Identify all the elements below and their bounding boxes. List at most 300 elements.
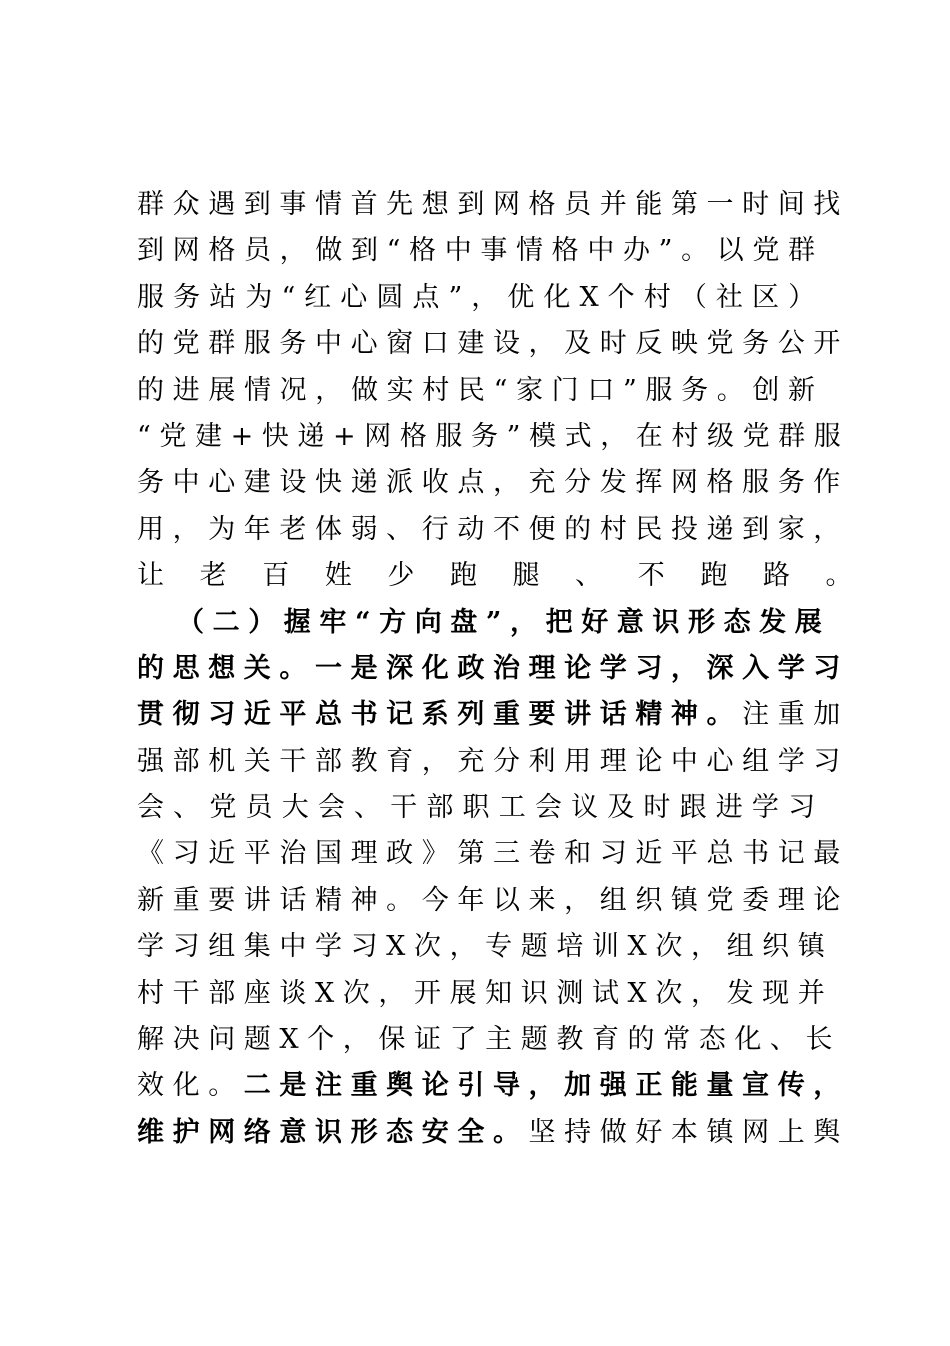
body-text-char: ， bbox=[315, 374, 343, 406]
body-text-char: 好 bbox=[635, 1116, 663, 1148]
body-text-char: 及 bbox=[564, 328, 592, 360]
body-text-char: 点 bbox=[457, 467, 485, 499]
bold-text: “ bbox=[354, 606, 371, 638]
body-text-char: 时 bbox=[643, 792, 671, 824]
body-text-char: 服 bbox=[137, 281, 165, 313]
body-text-char: 群 bbox=[778, 420, 806, 452]
body-text-char: （ bbox=[679, 281, 708, 313]
body-text-char: 部 bbox=[172, 745, 200, 777]
body-text-char: 的 bbox=[627, 1024, 655, 1056]
bold-text: 护 bbox=[172, 1116, 200, 1148]
body-text-char: 设 bbox=[279, 467, 307, 499]
body-text-char: 并 bbox=[797, 977, 825, 1009]
bold-text: 要 bbox=[528, 699, 556, 731]
bold-text: 贯 bbox=[137, 699, 164, 731]
body-text-char: 上 bbox=[777, 1116, 805, 1148]
body-text-char: 服 bbox=[645, 374, 673, 406]
text-line bbox=[137, 692, 841, 738]
body-text-char: 务 bbox=[742, 328, 770, 360]
body-text-char: 测 bbox=[556, 977, 584, 1009]
body-text-char: 间 bbox=[777, 189, 805, 220]
body-text-char: 村 bbox=[643, 281, 671, 313]
body-text-char: 培 bbox=[556, 931, 584, 963]
body-text-char: 习 bbox=[813, 745, 841, 777]
body-text-char: 主 bbox=[485, 1024, 513, 1056]
body-text-char: 会 bbox=[534, 792, 563, 824]
body-text-char: 学 bbox=[777, 745, 805, 777]
body-text-char: 工 bbox=[498, 792, 527, 824]
bold-text: ” bbox=[485, 606, 502, 638]
body-text-char: ” bbox=[622, 374, 637, 406]
body-text-char: 组 bbox=[726, 931, 754, 963]
body-text-char: ， bbox=[342, 1024, 370, 1056]
body-text-char: 格 bbox=[551, 235, 579, 267]
body-text-char: 快 bbox=[261, 420, 289, 452]
body-text-char: 训 bbox=[591, 931, 619, 963]
body-text-char: 新 bbox=[788, 374, 816, 406]
body-text-char: 中 bbox=[279, 931, 307, 963]
body-text-char: 。 bbox=[716, 374, 744, 406]
body-text-char: 少 bbox=[387, 560, 428, 592]
bold-text: 近 bbox=[243, 699, 271, 731]
body-text-char: 了 bbox=[449, 1024, 477, 1056]
body-text-char: 理 bbox=[777, 884, 805, 916]
text-line bbox=[137, 924, 825, 970]
body-text-char: 精 bbox=[314, 884, 342, 916]
body-text-char: 建 bbox=[195, 420, 222, 452]
body-text-char: 员 bbox=[245, 792, 273, 824]
body-text-char: 老 bbox=[199, 560, 241, 592]
body-text-char: 论 bbox=[635, 745, 663, 777]
body-text-char: 想 bbox=[421, 189, 449, 220]
body-text-char: 织 bbox=[762, 931, 790, 963]
bold-text: 网 bbox=[208, 1116, 236, 1148]
body-text-char: 习 bbox=[350, 931, 378, 963]
body-text-char: 、 bbox=[173, 792, 201, 824]
body-text-char: 为 bbox=[208, 513, 236, 545]
bold-text: 强 bbox=[599, 1070, 627, 1102]
body-text-char: 理 bbox=[350, 838, 378, 870]
bold-text: 维 bbox=[137, 1116, 164, 1148]
body-text-char: 习 bbox=[172, 838, 200, 870]
body-text-char: 的 bbox=[137, 374, 165, 406]
bold-text: ） bbox=[248, 606, 276, 638]
body-text-char: 效 bbox=[137, 1070, 164, 1102]
body-text-char: 并 bbox=[599, 189, 627, 220]
body-text-char: 习 bbox=[172, 931, 200, 963]
bold-text: 论 bbox=[564, 652, 592, 684]
body-text-char: ， bbox=[471, 281, 499, 313]
body-text-char: 展 bbox=[208, 374, 236, 406]
bold-text: 方 bbox=[379, 606, 407, 638]
body-text-char: 治 bbox=[279, 838, 307, 870]
body-text-char: 学 bbox=[314, 931, 342, 963]
body-text-char: 干 bbox=[390, 792, 418, 824]
body-text-char: ” bbox=[658, 235, 673, 267]
text-line bbox=[137, 460, 841, 506]
bold-text: 习 bbox=[208, 699, 236, 731]
body-text-char: 。 bbox=[208, 1070, 236, 1102]
body-text-char: ， bbox=[449, 931, 477, 963]
body-text-char: 座 bbox=[243, 977, 271, 1009]
body-text-char: 谈 bbox=[279, 977, 307, 1009]
bold-text: 总 bbox=[314, 699, 342, 731]
body-text-char: + bbox=[333, 420, 356, 452]
body-text-char: 便 bbox=[528, 513, 556, 545]
body-text-char: 。 bbox=[825, 560, 867, 592]
body-text-char: 习 bbox=[599, 838, 627, 870]
body-text-char: 保 bbox=[378, 1024, 406, 1056]
body-text-char: 党 bbox=[742, 420, 770, 452]
body-text-char: 委 bbox=[742, 884, 770, 916]
bold-text: 关 bbox=[243, 652, 271, 684]
body-text-char: 新 bbox=[137, 884, 164, 916]
body-text-char: 发 bbox=[599, 467, 627, 499]
body-text-char: ” bbox=[506, 420, 521, 452]
body-text-char: 跟 bbox=[679, 792, 707, 824]
body-text-char: 学 bbox=[751, 792, 780, 824]
body-text-char: 部 bbox=[314, 745, 342, 777]
body-text-char: 站 bbox=[209, 281, 237, 313]
body-text-char: 议 bbox=[571, 792, 599, 824]
body-text-char: 关 bbox=[243, 745, 271, 777]
body-text-char: 学 bbox=[137, 931, 164, 963]
text-line bbox=[137, 785, 815, 831]
bold-text: 讲 bbox=[564, 699, 592, 731]
bold-text: 态 bbox=[386, 1116, 414, 1148]
body-text-char: 服 bbox=[243, 328, 271, 360]
body-text-char: 部 bbox=[208, 977, 236, 1009]
body-text-char: 点 bbox=[412, 281, 440, 313]
text-line bbox=[137, 182, 841, 228]
body-text-char: 次 bbox=[655, 931, 683, 963]
body-text-char: 专 bbox=[485, 931, 513, 963]
body-text-char: 不 bbox=[637, 560, 679, 592]
bold-text: 舆 bbox=[386, 1070, 414, 1102]
body-text-char: 优 bbox=[507, 281, 535, 313]
body-text-char: 情 bbox=[314, 189, 342, 220]
body-text-char: 快 bbox=[314, 467, 342, 499]
body-text-char: 开 bbox=[413, 977, 441, 1009]
bold-text: 化 bbox=[421, 652, 449, 684]
bold-text: 展 bbox=[794, 606, 822, 638]
bold-text: 政 bbox=[457, 652, 485, 684]
body-text-char: 在 bbox=[635, 420, 663, 452]
body-text-char: 重 bbox=[172, 884, 200, 916]
body-text-char: 村 bbox=[671, 420, 699, 452]
bold-text: 全 bbox=[457, 1116, 485, 1148]
bold-text: 神 bbox=[670, 699, 698, 731]
body-text-char: 不 bbox=[492, 513, 520, 545]
body-text-char: 家 bbox=[777, 513, 805, 545]
body-text-char: ” bbox=[448, 281, 463, 313]
body-text-char: 分 bbox=[564, 467, 592, 499]
body-text-char: 跑 bbox=[449, 560, 491, 592]
body-text-char: 心 bbox=[208, 467, 236, 499]
body-text-char: 政 bbox=[386, 838, 414, 870]
body-text-char: 姓 bbox=[324, 560, 366, 592]
body-text-char: 区 bbox=[752, 281, 780, 313]
bold-text: ， bbox=[528, 1070, 556, 1102]
bold-text: 意 bbox=[279, 1116, 307, 1148]
text-line bbox=[137, 600, 822, 646]
body-text-char: 育 bbox=[386, 745, 414, 777]
body-text-char: 题 bbox=[243, 1024, 271, 1056]
body-text-char: 公 bbox=[777, 328, 805, 360]
body-text-char: 。 bbox=[681, 235, 709, 267]
body-text-char: 网 bbox=[172, 235, 200, 267]
body-text-char: 情 bbox=[516, 235, 544, 267]
bold-text: 是 bbox=[350, 652, 378, 684]
body-text-char: 试 bbox=[591, 977, 619, 1009]
body-text-char: 充 bbox=[528, 467, 556, 499]
body-text-char: 社 bbox=[715, 281, 744, 313]
body-text-char: 弱 bbox=[350, 513, 378, 545]
text-line bbox=[137, 831, 841, 877]
body-text-char: 格 bbox=[399, 420, 427, 452]
body-text-char: X bbox=[579, 281, 599, 313]
body-text-char: 题 bbox=[520, 931, 548, 963]
body-text-char: 到 bbox=[742, 513, 770, 545]
body-text-char: 部 bbox=[426, 792, 454, 824]
bold-text: 重 bbox=[492, 699, 520, 731]
text-line bbox=[137, 275, 815, 321]
body-text-char: 机 bbox=[208, 745, 236, 777]
body-text-char: 注 bbox=[742, 699, 770, 731]
body-text-char: 平 bbox=[670, 838, 698, 870]
body-text-char: 作 bbox=[813, 467, 841, 499]
body-text-char: 会 bbox=[137, 792, 165, 824]
body-text-char: 话 bbox=[279, 884, 307, 916]
text-line bbox=[137, 1063, 841, 1109]
body-text-char: 、 bbox=[386, 513, 414, 545]
body-text-char: 进 bbox=[715, 792, 744, 824]
body-text-char: “ bbox=[137, 420, 151, 452]
body-text-char: 第 bbox=[457, 838, 485, 870]
body-text-char: 现 bbox=[762, 977, 790, 1009]
body-text-char: 员 bbox=[243, 235, 271, 267]
body-text-char: 务 bbox=[137, 467, 164, 499]
body-text-char: 镇 bbox=[670, 884, 698, 916]
body-text-char: 组 bbox=[208, 931, 236, 963]
body-text-char: 党 bbox=[706, 884, 734, 916]
body-text-char: 个 bbox=[307, 1024, 335, 1056]
body-text-char: 事 bbox=[480, 235, 508, 267]
body-text-char: 圆 bbox=[376, 281, 404, 313]
body-text-char: “ bbox=[493, 374, 508, 406]
body-text-char: 网 bbox=[492, 189, 520, 220]
body-text-char: 情 bbox=[243, 374, 271, 406]
body-text-char: 做 bbox=[350, 374, 378, 406]
bold-text: 盘 bbox=[450, 606, 478, 638]
body-text-char: 党 bbox=[172, 328, 200, 360]
body-text-char: 务 bbox=[471, 420, 498, 452]
body-text-char: 村 bbox=[422, 374, 450, 406]
bold-text: 牢 bbox=[319, 606, 347, 638]
body-text-char: 解 bbox=[137, 1024, 164, 1056]
body-text-char: 织 bbox=[635, 884, 663, 916]
body-text-char: 理 bbox=[599, 745, 627, 777]
body-text-char: 重 bbox=[777, 699, 805, 731]
body-text-char: 心 bbox=[340, 281, 368, 313]
body-text-char: 习 bbox=[788, 792, 816, 824]
body-text-char: 集 bbox=[243, 931, 271, 963]
body-text-char: 态 bbox=[698, 1024, 726, 1056]
body-text-char: 务 bbox=[173, 281, 201, 313]
bold-text: 理 bbox=[528, 652, 556, 684]
body-text-char: 民 bbox=[457, 374, 485, 406]
bold-text: ， bbox=[510, 606, 537, 638]
bold-text: 话 bbox=[599, 699, 627, 731]
bold-text: 学 bbox=[777, 652, 805, 684]
body-text-char: 《 bbox=[137, 838, 164, 870]
body-text-char: 建 bbox=[243, 467, 271, 499]
bold-text: ， bbox=[813, 1070, 841, 1102]
body-text-char: 今 bbox=[421, 884, 449, 916]
body-text-char: 镇 bbox=[797, 931, 825, 963]
body-text-char: 挥 bbox=[635, 467, 663, 499]
bold-text: 列 bbox=[457, 699, 485, 731]
bold-text: 正 bbox=[635, 1070, 663, 1102]
body-text-char: X bbox=[627, 977, 647, 1009]
body-text-char: 育 bbox=[591, 1024, 619, 1056]
body-text-char: 利 bbox=[528, 745, 556, 777]
body-text-char: 职 bbox=[462, 792, 490, 824]
body-text-char: ， bbox=[279, 235, 307, 267]
body-text-char: 组 bbox=[599, 884, 627, 916]
body-text-char: ， bbox=[421, 745, 449, 777]
bold-text: 彻 bbox=[172, 699, 200, 731]
body-text-char: 强 bbox=[137, 745, 164, 777]
body-text-char: 持 bbox=[564, 1116, 592, 1148]
body-text-char: ， bbox=[528, 328, 556, 360]
bold-text: 治 bbox=[492, 652, 520, 684]
body-text-char: 做 bbox=[599, 1116, 627, 1148]
body-text-char: 国 bbox=[314, 838, 342, 870]
body-text-char: 找 bbox=[813, 189, 841, 220]
body-text-char: 级 bbox=[706, 420, 734, 452]
body-text-char: 三 bbox=[492, 838, 520, 870]
body-text-char: 充 bbox=[457, 745, 485, 777]
body-text-char: 服 bbox=[435, 420, 463, 452]
body-text-char: 创 bbox=[752, 374, 780, 406]
body-text-char: ， bbox=[564, 884, 592, 916]
body-text-char: 为 bbox=[245, 281, 273, 313]
bold-text: 系 bbox=[421, 699, 449, 731]
body-text-char: 的 bbox=[564, 513, 592, 545]
body-text-char: 及 bbox=[607, 792, 635, 824]
bold-text: 习 bbox=[813, 652, 841, 684]
body-text-char: 到 bbox=[457, 189, 485, 220]
body-text-char: 路 bbox=[762, 560, 804, 592]
body-text-char: ， bbox=[492, 467, 520, 499]
bold-text: 习 bbox=[635, 652, 663, 684]
text-line bbox=[137, 553, 867, 599]
body-text-char: 设 bbox=[492, 328, 520, 360]
body-text-char: 一 bbox=[706, 189, 734, 220]
body-text-char: 识 bbox=[520, 977, 548, 1009]
bold-text: 是 bbox=[279, 1070, 307, 1102]
bold-text: 意 bbox=[616, 606, 644, 638]
bold-text: 思 bbox=[172, 652, 200, 684]
body-text-char: 群 bbox=[137, 189, 164, 220]
bold-text: 。 bbox=[492, 1116, 520, 1148]
body-text-char: 发 bbox=[726, 977, 754, 1009]
body-text-char: 要 bbox=[208, 884, 236, 916]
body-text-char: 党 bbox=[159, 420, 187, 452]
body-text-char: 来 bbox=[528, 884, 556, 916]
body-text-char: ， bbox=[378, 977, 406, 1009]
body-text-char: 卷 bbox=[528, 838, 556, 870]
body-text-char: 务 bbox=[279, 328, 307, 360]
bold-text: 形 bbox=[687, 606, 715, 638]
body-text-char: 次 bbox=[413, 931, 441, 963]
body-text-char: 教 bbox=[350, 745, 378, 777]
body-text-char: 递 bbox=[706, 513, 734, 545]
bold-text: 能 bbox=[670, 1070, 698, 1102]
body-text-char: 开 bbox=[813, 328, 841, 360]
body-text-char: 建 bbox=[457, 328, 485, 360]
body-text-char: 格 bbox=[706, 467, 734, 499]
bold-text: 量 bbox=[706, 1070, 734, 1102]
bold-text: 引 bbox=[457, 1070, 485, 1102]
body-text-char: 近 bbox=[635, 838, 663, 870]
bold-text: 深 bbox=[706, 652, 734, 684]
text-line bbox=[137, 878, 841, 924]
body-text-char: 用 bbox=[564, 745, 592, 777]
body-text-char: 式 bbox=[564, 420, 592, 452]
body-text-char: 次 bbox=[655, 977, 683, 1009]
body-text-char: 让 bbox=[137, 560, 178, 592]
bold-text: 注 bbox=[314, 1070, 342, 1102]
bold-text: 二 bbox=[212, 606, 240, 638]
body-text-char: 和 bbox=[564, 838, 592, 870]
body-text-char: 心 bbox=[706, 745, 734, 777]
body-text-char: 决 bbox=[172, 1024, 200, 1056]
body-text-char: 题 bbox=[520, 1024, 548, 1056]
bold-text: 记 bbox=[386, 699, 414, 731]
bold-text: 论 bbox=[421, 1070, 449, 1102]
body-text-char: 年 bbox=[457, 884, 485, 916]
body-text-char: 次 bbox=[342, 977, 370, 1009]
body-text-char: 递 bbox=[297, 420, 325, 452]
body-text-char: 神 bbox=[350, 884, 378, 916]
body-text-char: 百 bbox=[262, 560, 303, 592]
body-text-char: 中 bbox=[314, 328, 342, 360]
body-text-char: 服 bbox=[742, 467, 770, 499]
body-text-char: 本 bbox=[670, 1116, 698, 1148]
body-text-char: 映 bbox=[670, 328, 698, 360]
body-text-char: 办 bbox=[622, 235, 650, 267]
text-line bbox=[137, 228, 815, 274]
bold-text: 发 bbox=[759, 606, 787, 638]
body-text-char: 。 bbox=[386, 884, 414, 916]
body-text-char: 舆 bbox=[813, 1116, 841, 1148]
bold-text: 的 bbox=[137, 652, 164, 684]
bold-text: 重 bbox=[350, 1070, 378, 1102]
body-text-char: 投 bbox=[670, 513, 698, 545]
body-text-char: 镇 bbox=[706, 1116, 734, 1148]
body-text-char: 老 bbox=[279, 513, 307, 545]
body-text-char: 记 bbox=[777, 838, 805, 870]
body-text-char: 能 bbox=[635, 189, 663, 220]
body-text-char: 讲 bbox=[243, 884, 271, 916]
body-text-char: 到 bbox=[243, 189, 271, 220]
bold-text: 二 bbox=[243, 1070, 271, 1102]
body-text-char: 派 bbox=[386, 467, 414, 499]
body-text-char: 总 bbox=[706, 838, 734, 870]
bold-text: （ bbox=[177, 606, 204, 638]
